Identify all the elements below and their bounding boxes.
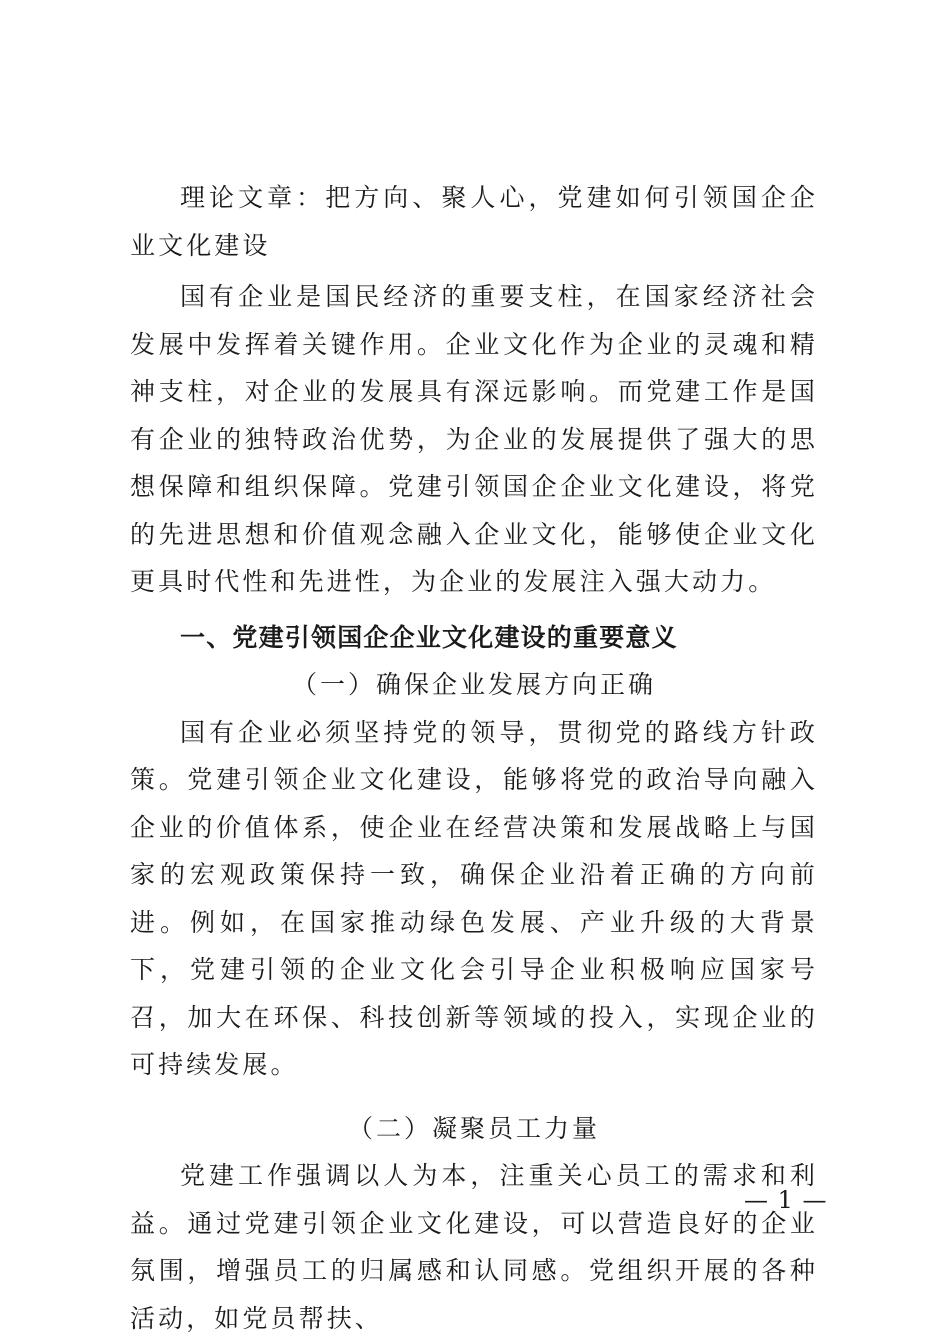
article-title: 理论文章：把方向、聚人心，党建如何引领国企企业文化建设 [130, 183, 818, 260]
intro-paragraph: 国有企业是国民经济的重要支柱，在国家经济社会发展中发挥着关键作用。企业文化作为企业的灵魂和精神支柱，对企业的发展具有深远影响。而党建工作是国有企业的独特政治优势，为企业的发展提供了强大的思想保障和组织保障。党建引领国企企业文化建设，将党的先进思想和价值观念融入企业文化，能够使企业文化更具时代性和先进性，为企业的发展注入强大动力。 [130, 282, 818, 596]
body-paragraph: 党建工作强调以人为本，注重关心员工的需求和利益。通过党建引领企业文化建设，可以营造良好的企业氛围，增强员工的归属感和认同感。党组织开展的各种活动，如党员帮扶、 [130, 1161, 818, 1333]
body-paragraph: 国有企业必须坚持党的领导，贯彻党的路线方针政策。党建引领企业文化建设，能够将党的政治导向融入企业的价值体系，使企业在经营决策和发展战略上与国家的宏观政策保持一致，确保企业沿着正确的方向前进。例如，在国家推动绿色发展、产业升级的大背景下，党建引领的企业文化会引导企业积极响应国家号召，加大在环保、科技创新等领域的投入，实现企业的可持续发展。 [130, 717, 818, 1079]
subsection-heading: （一）确保企业发展方向正确 [291, 670, 656, 699]
section-heading: 一、党建引领国企企业文化建设的重要意义 [180, 622, 678, 652]
subsection-heading: （二）凝聚员工力量 [347, 1113, 600, 1143]
document-body [130, 174, 818, 1342]
page-number: — 1 — [744, 1186, 828, 1214]
